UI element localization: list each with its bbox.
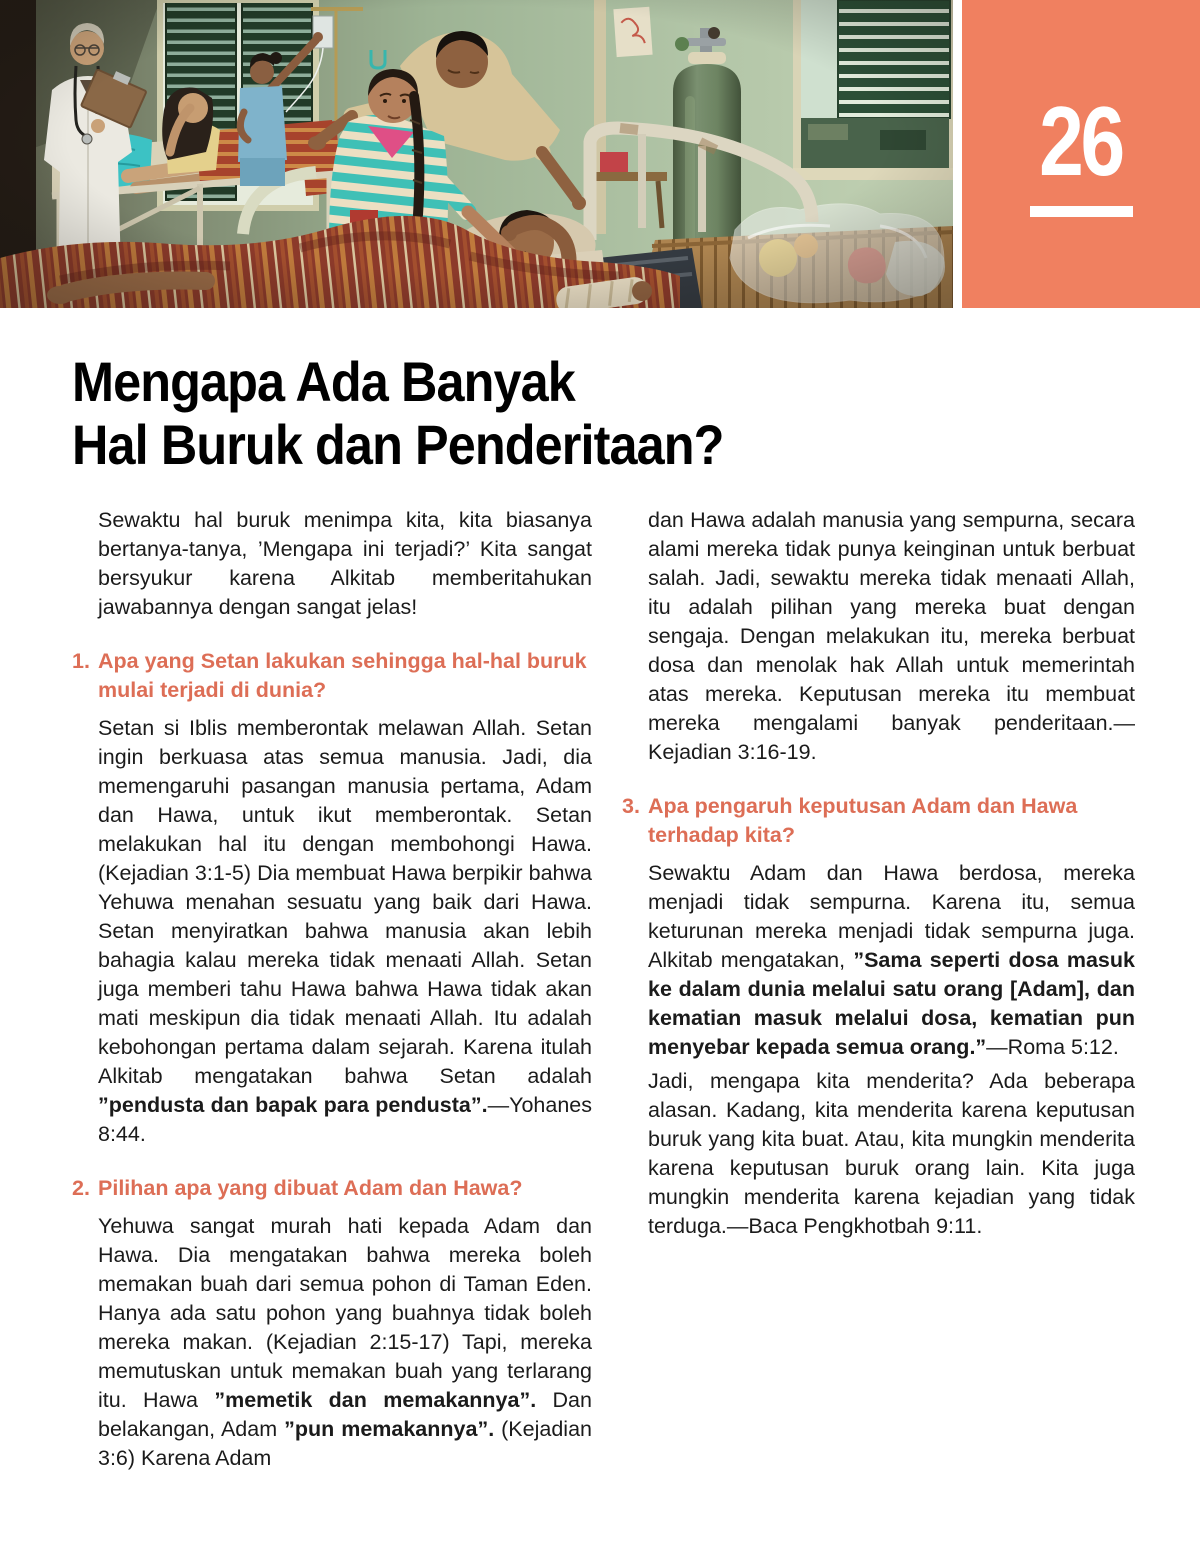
column-left — [72, 506, 592, 1473]
q1-scripture-ref: —Yohanes 8:44. — [98, 1093, 592, 1146]
question-3-paragraph-1 — [648, 859, 1135, 1062]
q2-bold-quote-1: ”memetik dan memakannya”. — [214, 1388, 537, 1412]
question-2-paragraph — [98, 1212, 592, 1473]
title-line-2: Hal Buruk dan Penderitaan? — [72, 413, 724, 476]
question-2-continuation-paragraph: dan Hawa adalah manusia yang sempurna, secara alami mereka tidak punya keinginan untuk berbuat salah. Jadi, sewaktu mereka tidak menaati Allah, itu adalah pilihan yang mereka buat dengan sengaja. Dengan melakukan itu, mereka berbuat dosa dan menolak hak Allah untuk memerintah atas mereka. Keputusan mereka itu membuat mereka mengalami banyak penderitaan.—Kejadian 3:16-19. — [648, 508, 1135, 764]
lesson-number-underline — [1030, 206, 1133, 217]
column-right — [622, 506, 1135, 1473]
intro-paragraph: Sewaktu hal buruk menimpa kita, kita biasanya bertanya-tanya, ’Mengapa ini terjadi?’ Kita sangat bersyukur karena Alkitab memberitahukan jawabannya dengan sangat jelas! — [98, 508, 592, 619]
question-3-text: Apa pengaruh keputusan Adam dan Hawa terhadap kita? — [648, 794, 1078, 847]
q2-body-text-2: Dan belakangan, Adam — [98, 1388, 592, 1441]
question-1-number: 1. — [72, 649, 90, 673]
q1-body-text: Setan si Iblis memberontak melawan Allah. Setan ingin berkuasa atas semua manusia. Jadi, dia memengaruhi pasangan manusia pertama, Adam dan Hawa, untuk ikut memberontak. Setan melakukan hal itu dengan membohongi Hawa. (Kejadian 3:1-5) Dia membuat Hawa berpikir bahwa Yehuwa menahan sesuatu yang baik dari Hawa. Setan menyiratkan bahwa manusia akan lebih bahagia kalau mereka tidak menaati Allah. Setan juga memberi tahu Hawa bahwa Hawa tidak akan mati meskipun dia tidak menaati Allah. Itu adalah kebohongan pertama dalam sejarah. Karena itulah Alkitab mengatakan bahwa Setan adalah — [98, 716, 592, 1088]
question-1-text: Apa yang Setan lakukan sehingga hal-hal buruk mulai terjadi di dunia? — [98, 649, 587, 702]
q2-body-text-3: (Kejadian 3:6) Karena Adam — [98, 1417, 592, 1470]
page-title — [72, 350, 1087, 476]
title-line-1: Mengapa Ada Banyak — [72, 350, 575, 413]
question-3-heading — [622, 792, 1135, 850]
photo-vignette — [0, 0, 953, 308]
hospital-ward-photo — [0, 0, 953, 308]
question-2-number: 2. — [72, 1176, 90, 1200]
q2-body-text: Yehuwa sangat murah hati kepada Adam dan Hawa. Dia mengatakan bahwa mereka boleh memakan buah dari semua pohon di Taman Eden. Hanya ada satu pohon yang buahnya tidak boleh mereka makan. (Kejadian 2:15-17) Tapi, mereka memutuskan untuk memakan buah yang terlarang itu. Hawa — [98, 1214, 592, 1412]
q1-bold-quote: ”pendusta dan bapak para pendusta”. — [98, 1093, 488, 1117]
question-3-paragraph-2: Jadi, mengapa kita menderita? Ada beberapa alasan. Kadang, kita menderita karena keputusan buruk yang kita buat. Atau, kita mungkin menderita karena keputusan buruk orang lain. Kita juga mungkin menderita karena kejadian yang tidak terduga.—Baca Pengkhotbah 9:11. — [648, 1069, 1135, 1238]
q3-bold-quote: ”Sama seperti dosa masuk ke dalam dunia melalui satu orang [Adam], dan kematian masuk melalui dosa, kematian pun menyebar kepada semua orang.” — [648, 948, 1135, 1059]
question-1-paragraph — [98, 714, 592, 1149]
question-3-number: 3. — [622, 794, 640, 818]
lesson-number: 26 — [1039, 85, 1123, 196]
question-2-text: Pilihan apa yang dibuat Adam dan Hawa? — [98, 1176, 523, 1200]
q3-body-text: Sewaktu Adam dan Hawa berdosa, mereka menjadi tidak sempurna. Karena itu, semua keturunan mereka menjadi tidak sempurna juga. Alkitab mengatakan, — [648, 861, 1135, 972]
q2-bold-quote-2: ”pun memakannya”. — [284, 1417, 495, 1441]
question-2-heading — [72, 1174, 592, 1203]
article-columns — [72, 506, 1200, 1473]
lesson-number-badge — [962, 0, 1200, 308]
hero — [0, 0, 1200, 308]
q3-scripture-ref: —Roma 5:12. — [986, 1035, 1119, 1059]
question-1-heading — [72, 647, 592, 705]
